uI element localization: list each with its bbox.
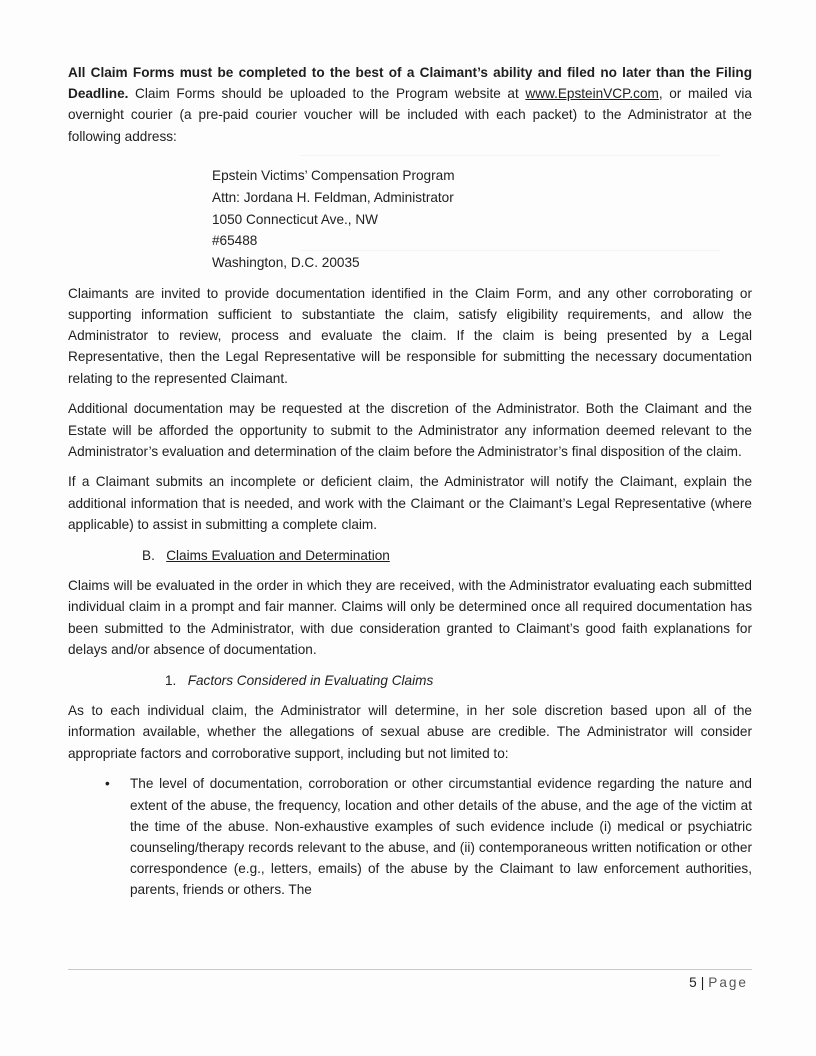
subsection-title: Factors Considered in Evaluating Claims (187, 672, 434, 688)
address-line-street: 1050 Connecticut Ave., NW (212, 211, 378, 227)
paragraph-factors-intro: As to each individual claim, the Administrator will determine, in her sole discretion based upon all of the information available, whether the allegations of sexual abuse are credible. The Administrator will consider appropriate factors and corroborative support, including but not limited to: (68, 703, 752, 761)
address-line-suite: #65488 (212, 233, 258, 249)
footer-divider (68, 969, 752, 970)
footer-separator: | (700, 975, 705, 990)
mailing-instructions: , or mailed via overnight courier (a pre-paid courier voucher will be included with each packet) to the Administrator at the following address: (68, 86, 752, 144)
address-line-city: Washington, D.C. 20035 (212, 254, 360, 270)
paragraph-documentation: Claimants are invited to provide documentation identified in the Claim Form, and any other corroborating or supporting information sufficient to substantiate the claim, satisfy eligibility requirements, and allow the Administrator to review, process and evaluate the claim. If the claim is being presented by a Legal Representative, then the Legal Representative will be responsible for submitting the necessary documentation relating to the represented Claimant. (68, 285, 752, 386)
mailing-address-block (212, 156, 752, 273)
list-item (68, 773, 752, 900)
subsection-heading-1 (165, 670, 752, 691)
bullet-icon: • (105, 776, 110, 792)
document-body (68, 62, 752, 901)
address-line-program: Epstein Victims’ Compensation Program (212, 168, 455, 184)
page-footer (689, 972, 748, 993)
section-label: B. (142, 547, 155, 563)
paragraph-filing-instructions (68, 62, 752, 147)
paragraph-incomplete-claims: If a Claimant submits an incomplete or deficient claim, the Administrator will notify the Claimant, explain the additional information that is needed, and work with the Claimant or the Claimant’s Legal Representative (where applicable) to assist in submitting a complete claim. (68, 474, 752, 532)
section-heading-b (142, 545, 752, 566)
address-line-attention: Attn: Jordana H. Feldman, Administrator (212, 189, 454, 205)
factors-list (68, 773, 752, 900)
page-number: 5 (689, 975, 697, 990)
section-title: Claims Evaluation and Determination (166, 547, 390, 563)
upload-instructions: Claim Forms should be uploaded to the Program website at (128, 86, 526, 102)
list-item-text: The level of documentation, corroboration or other circumstantial evidence regarding the nature and extent of the abuse, the frequency, location and other details of the abuse, and the age of the victim at the time of the abuse. Non-exhaustive examples of such evidence include (i) medical or psychiatric counseling/therapy records relevant to the abuse, and (ii) contemporaneous written notification or other correspondence (e.g., letters, emails) of the abuse by the Claimant to law enforcement authorities, parents, friends or others. The (130, 776, 752, 898)
program-website-link[interactable]: www.EpsteinVCP.com (525, 86, 659, 102)
page-label: Page (708, 975, 748, 990)
paragraph-claims-evaluation: Claims will be evaluated in the order in which they are received, with the Administrator evaluating each submitted individual claim in a prompt and fair manner. Claims will only be determined once all required documentation has been submitted to the Administrator, with due consideration granted to Claimant’s good faith explanations for delays and/or absence of documentation. (68, 578, 752, 657)
filing-deadline-notice: All Claim Forms must be completed to the best of a Claimant’s ability and filed no later than the Filing Deadline. (68, 65, 752, 102)
subsection-label: 1. (165, 672, 177, 688)
paragraph-additional-documentation: Additional documentation may be requested at the discretion of the Administrator. Both the Claimant and the Estate will be afforded the opportunity to submit to the Administrator any information deemed relevant to the Administrator’s evaluation and determination of the claim before the Administrator’s final disposition of the claim. (68, 401, 752, 459)
